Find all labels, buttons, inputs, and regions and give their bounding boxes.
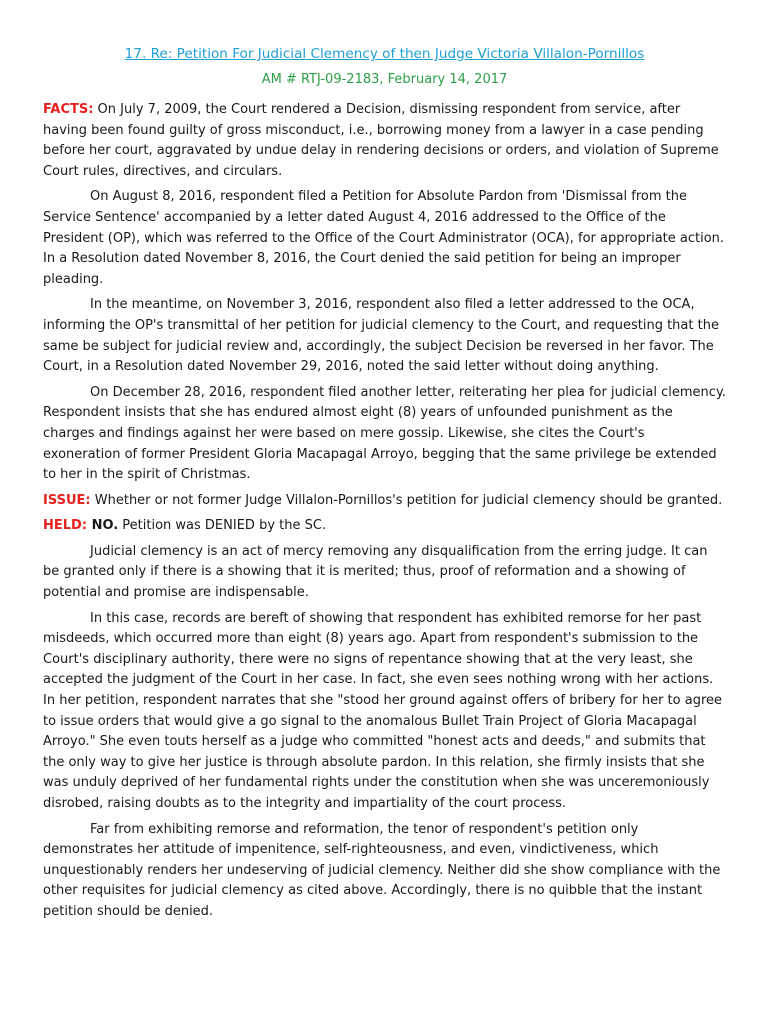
facts-paragraph [43, 100, 726, 182]
case-citation: AM # RTJ-09-2183, February 14, 2017 [261, 72, 508, 87]
facts-label: FACTS: [43, 102, 94, 117]
held-text: Petition was DENIED by the SC. [118, 518, 327, 534]
held-paragraph-3: In this case, records are bereft of showing that respondent has exhibited remorse for her past misdeeds, which occurred more than eight (8) years ago. Apart from respondent's submission to the Court's disciplinary authority, there were no signs of repentance showing that at the very least, she accepted the judgment of the Court in her case. In fact, she even sees nothing wrong with her actions. In her petition, respondent narrates that she "stood her ground against offers of bribery for her to agree to issue orders that would give a go signal to the anomalous Bullet Train Project of Gloria Macapagal Arroyo." She even touts herself as a judge who committed "honest acts and deeds," and submits that the only way to give her justice is through absolute pardon. In this relation, she firmly insists that she was unduly deprived of her fundamental rights under the constitution when she was unceremoniously disrobed, raising doubts as to the integrity and impartiality of the court process. [43, 610, 722, 811]
held-verdict: NO. [87, 518, 119, 534]
facts-paragraph-3: In the meantime, on November 3, 2016, respondent also filed a letter addressed to the OCA, informing the OP's transmittal of her petition for judicial clemency to the Court, and requesting that the same be subject for judicial review and, accordingly, the subject Decision be reversed in her favor. The Court, in a Resolution dated November 29, 2016, noted the said letter without doing anything. [43, 297, 719, 375]
facts-paragraph-4: On December 28, 2016, respondent filed another letter, reiterating her plea for judicial clemency. Respondent insists that she has endured almost eight (8) years of unfounded punishment as the charges and findings against her were based on mere gossip. Likewise, she cites the Court's exoneration of former President Gloria Macapagal Arroyo, begging that the same privilege be extended to her in the spirit of Christmas. [43, 384, 726, 483]
issue-text: Whether or not former Judge Villalon-Pornillos's petition for judicial clemency should be granted. [90, 492, 723, 508]
issue-paragraph [43, 491, 726, 512]
case-title [43, 44, 726, 64]
facts-text: On July 7, 2009, the Court rendered a Decision, dismissing respondent from service, after having been found guilty of gross misconduct, i.e., borrowing money from a lawyer in a case pending before her court, aggravated by undue delay in rendering decisions or orders, and violation of Supreme Court rules, directives, and circulars. [43, 102, 719, 179]
issue-label: ISSUE: [43, 492, 91, 508]
case-title-link[interactable]: 17. Re: Petition For Judicial Clemency of then Judge Victoria Villalon-Pornillos [124, 46, 645, 62]
held-label: HELD: [43, 518, 88, 534]
held-paragraph-2: Judicial clemency is an act of mercy removing any disqualification from the erring judge. It can be granted only if there is a showing that it is merited; thus, proof of reformation and a showing of potential and promise are indispensable. [43, 543, 708, 601]
held-paragraph-4: Far from exhibiting remorse and reformation, the tenor of respondent's petition only demonstrates her attitude of impenitence, self-righteousness, and even, vindictiveness, which unquestionably renders her undeserving of judicial clemency. Neither did she show compliance with the other requisites for judicial clemency as cited above. Accordingly, there is no quibble that the instant petition should be denied. [43, 821, 721, 919]
facts-paragraph-2: On August 8, 2016, respondent filed a Petition for Absolute Pardon from 'Dismissal from the Service Sentence' accompanied by a letter dated August 4, 2016 addressed to the Office of the President (OP), which was referred to the Office of the Court Administrator (OCA), for appropriate action. In a Resolution dated November 8, 2016, the Court denied the said petition for being an improper pleading. [43, 189, 725, 287]
held-paragraph [43, 516, 726, 537]
